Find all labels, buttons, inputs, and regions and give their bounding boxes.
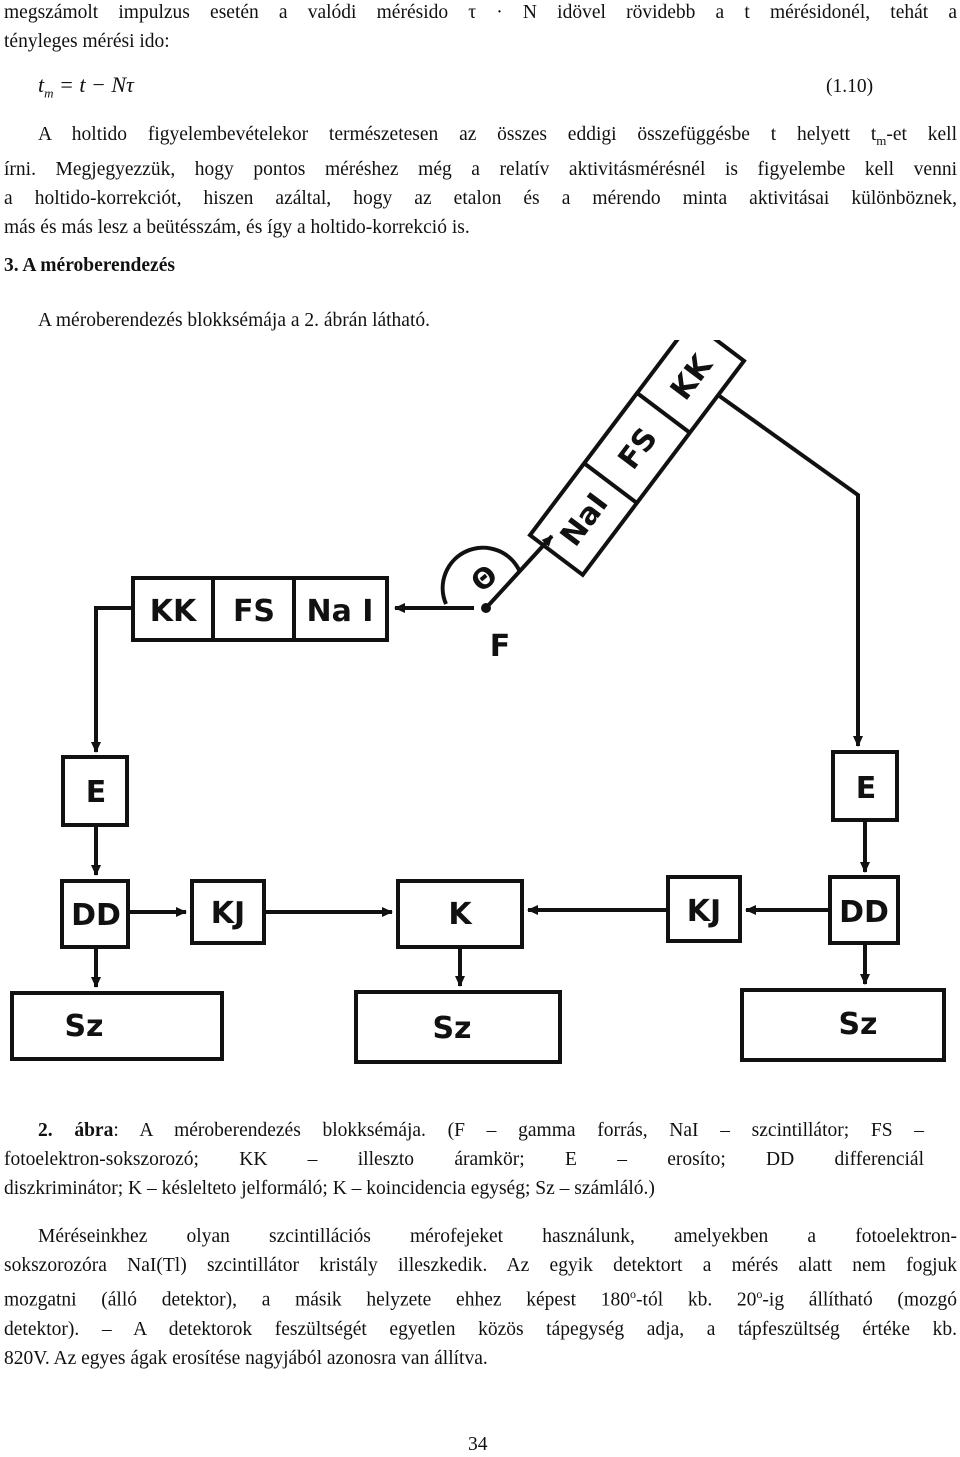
section-heading: 3. A méroberendezés — [4, 255, 175, 276]
left-detector-fs: FS — [232, 594, 276, 629]
caption-line-2: fotoelektron-sokszorozó; KK – illeszto áramkör; E – erosíto; DD differenciál — [4, 1149, 924, 1170]
intro-line-1: megszámolt impulzus esetén a valódi mérésido τ · N idövel rövidebb a t mérésidonél, tehát a — [4, 2, 957, 23]
right-sz-label: Sz — [838, 1007, 878, 1042]
left-signal-wire — [96, 608, 133, 752]
figure-caption — [4, 1116, 924, 1203]
left-kj-label: KJ — [210, 896, 246, 931]
equation-lhs: t — [38, 72, 45, 97]
caption-line-1-text: : A méroberendezés blokksémája. (F – gamma forrás, NaI – szcintillátor; FS – — [113, 1120, 925, 1141]
source-dot — [481, 603, 491, 613]
right-dd-label: DD — [839, 895, 889, 930]
right-e-label: E — [855, 771, 877, 806]
p2-line3-a: mozgatni (álló detektor), a másik helyzete ehhez képest 180 — [4, 1289, 631, 1311]
p1-line1-text: A holtido figyelembevételekor természetesen az összes eddigi összefüggésbe t helyett t — [38, 124, 877, 145]
left-sz-label: Sz — [64, 1009, 104, 1044]
paragraph-detectors-line-5: 820V. Az egyes ágak erosítése nagyjából azonosra van állítva. — [4, 1347, 488, 1369]
paragraph-detectors-line-1: Méréseinkhez olyan szcintillációs mérofejeket használunk, amelyekben a fotoelektron- — [38, 1226, 957, 1247]
right-detector-fs: FS — [611, 421, 665, 477]
equation-number: (1.10) — [826, 76, 874, 97]
paragraph-deadtime-line-3: a holtido-korrekciót, hiszen azáltal, hogy az etalon és a mérendo minta aktivitásai különböznek, — [4, 187, 957, 209]
intro-line-2: tényleges mérési ido: — [4, 31, 170, 52]
theta-label: Θ — [464, 558, 505, 599]
right-detector-nai: NaI — [553, 486, 616, 554]
block-diagram — [0, 340, 960, 1100]
paragraph-detectors-line-2: sokszorozóra NaI(Tl) szcintillátor kristály illeszkedik. Az egyik detektort a mérés alatt nem fogjuk — [4, 1255, 957, 1276]
right-kj-label: KJ — [686, 894, 722, 929]
equation-sub: m — [44, 85, 54, 101]
caption-label: 2. ábra — [38, 1120, 114, 1141]
p1-line1-tail: -et kell — [886, 124, 957, 145]
paragraph-deadtime-line-4: más és más lesz a beütésszám, és így a holtido-korrekció is. — [4, 216, 470, 238]
page-number: 34 — [468, 1434, 488, 1455]
section-intro: A méroberendezés blokksémája a 2. ábrán látható. — [38, 310, 431, 331]
paragraph-deadtime-line-1 — [4, 120, 957, 155]
intro-text — [4, 0, 957, 56]
p2-line3-c: -ig állítható (mozgó — [762, 1289, 957, 1311]
p2-line3-b: -tól kb. 20 — [636, 1289, 757, 1311]
center-sz-label: Sz — [432, 1011, 472, 1046]
right-detector-kk: KK — [663, 348, 720, 407]
paragraph-deadtime — [4, 120, 957, 242]
paragraph-detectors-line-4: detektor). – A detektorok feszültségét egyetlen közös tápegység adja, a tápfeszültség értéke kb. — [4, 1318, 957, 1340]
left-detector-kk: KK — [149, 594, 197, 629]
p1-sub-m: m — [876, 132, 887, 148]
caption-line-3: diszkriminátor; K – késlelteto jelformáló; K – koincidencia egység; Sz – számláló.) — [4, 1178, 655, 1199]
paragraph-deadtime-line-2: írni. Megjegyezzük, hogy pontos méréshez még a relatív aktivitásmérésnél is figyelembe kell venni — [4, 158, 957, 180]
paragraph-detectors-line-3 — [4, 1280, 957, 1315]
source-label: F — [489, 629, 511, 664]
left-dd-label: DD — [71, 898, 121, 933]
caption-line-1 — [4, 1116, 924, 1145]
left-e-label: E — [85, 775, 107, 810]
center-k-label: K — [448, 897, 472, 932]
deg-1: o — [630, 1287, 637, 1301]
paragraph-detectors — [4, 1222, 957, 1373]
left-sz-box — [12, 993, 222, 1059]
deg-2: o — [756, 1287, 763, 1301]
equation — [38, 72, 134, 101]
equation-rhs: = t − Nτ — [53, 72, 134, 97]
left-detector-nai: Na I — [306, 594, 374, 629]
right-signal-wire — [718, 395, 858, 746]
source-to-right-detector-line — [486, 536, 552, 608]
